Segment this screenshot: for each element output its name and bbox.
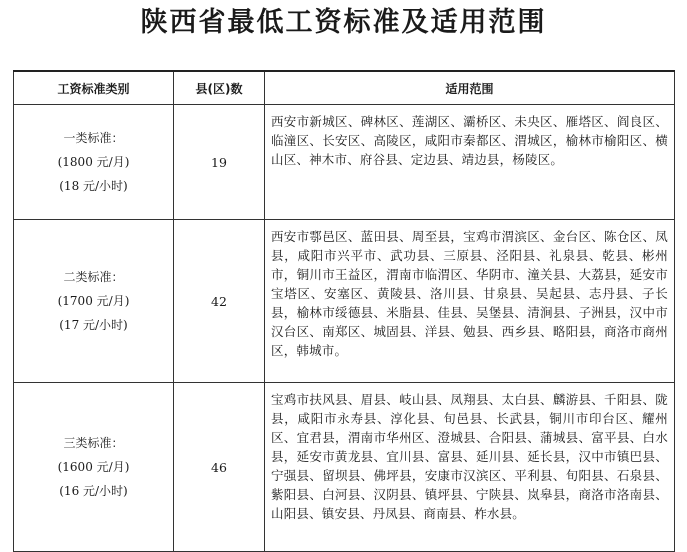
monthly-wage: (1800 元/月) [57,155,130,169]
category-label: 一类标准： [63,131,124,145]
category-label: 二类标准： [63,270,124,284]
scope-text: 宝鸡市扶风县、眉县、岐山县、凤翔县、太白县、麟游县、千阳县、陇县，咸阳市永寿县、淳化县、旬邑县、长武县，铜川市印台区、耀州区、宜君县，渭南市华州区、澄城县、合阳县、蒲城县、富平县、白水县，延安市黄龙县、宜川县、富县、延川县、延长县，汉中市镇巴县、宁强县、留坝县、佛坪县，安康市汉滨区、平利县、旬阳县、石泉县、紫阳县、白河县、汉阴县、镇坪县、宁陕县、岚皋县，商洛市洛南县、山阳县、镇安县、丹凤县、商南县、柞水县。 [265,383,675,552]
category-cell [14,105,174,220]
category-cell [14,383,174,552]
scope-text: 西安市鄠邑区、蓝田县、周至县，宝鸡市渭滨区、金台区、陈仓区、凤县，咸阳市兴平市、武功县、三原县、泾阳县、礼泉县、乾县、彬州市，铜川市王益区，渭南市临渭区、华阴市、潼关县、大荔县，延安市宝塔区、安塞区、黄陵县、洛川县、甘泉县、吴起县、志丹县、子长县，榆林市绥德县、米脂县、佳县、吴堡县、清涧县、子洲县，汉中市汉台区、南郑区、城固县、洋县、勉县、西乡县、略阳县，商洛市商州区，韩城市。 [265,220,675,383]
scope-text: 西安市新城区、碑林区、莲湖区、灞桥区、未央区、雁塔区、阎良区、临潼区、长安区、高陵区，咸阳市秦都区、渭城区，榆林市榆阳区、横山区、神木市、府谷县、定边县、靖边县，杨陵区。 [265,105,675,220]
county-count: 19 [174,105,265,220]
monthly-wage: (1700 元/月) [57,294,130,308]
header-scope: 适用范围 [265,71,675,105]
category-label: 三类标准： [63,436,124,450]
header-count: 县(区)数 [174,71,265,105]
hourly-wage: (17 元/小时) [59,318,128,332]
wage-standard-table [13,70,675,552]
header-category: 工资标准类别 [14,71,174,105]
county-count: 46 [174,383,265,552]
table-row [14,220,675,383]
county-count: 42 [174,220,265,383]
monthly-wage: (1600 元/月) [57,460,130,474]
table-header-row [14,71,675,105]
page-title: 陕西省最低工资标准及适用范围 [140,7,547,38]
table-row [14,383,675,552]
table-row [14,105,675,220]
hourly-wage: (16 元/小时) [59,484,128,498]
category-cell [14,220,174,383]
hourly-wage: (18 元/小时) [59,179,128,193]
